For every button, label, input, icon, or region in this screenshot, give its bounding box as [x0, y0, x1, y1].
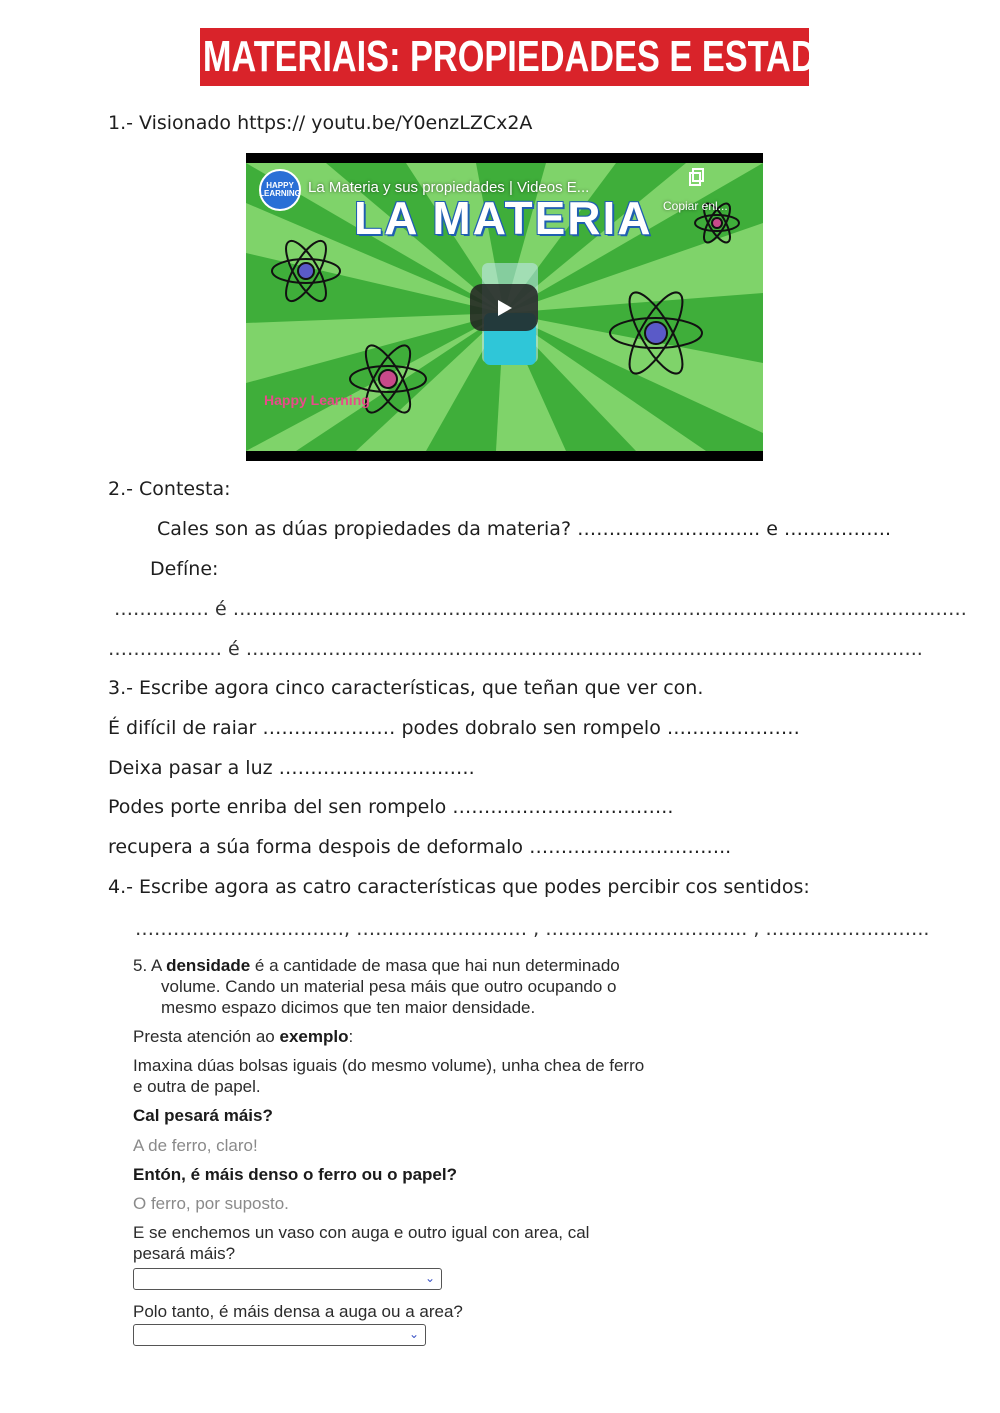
density-intro-line-3: mesmo espazo dicimos que ten maior densidade. — [161, 998, 536, 1017]
senses-blanks: ……………………………, ……………………… , ………………………….. , …………………….. — [135, 918, 930, 940]
answer-dense: O ferro, por suposto. — [133, 1194, 289, 1213]
question-3-line-1: É difícil de raiar ………………… podes dobralo sen rompelo ………………… — [108, 717, 800, 739]
video-big-title: LA MATERIA — [354, 192, 653, 244]
worksheet-title: OS MATERIAIS: PROPIEDADES E ESTADOS — [143, 32, 866, 81]
answer-dropdown-2[interactable] — [133, 1324, 426, 1346]
play-icon — [494, 298, 514, 318]
question-3-line-2: Deixa pasar a luz …………………………. — [108, 757, 475, 779]
brand-logo: Happy Learning — [264, 392, 370, 408]
density-intro-line-1: 5. A densidade é a cantidade de masa que hai nun determinado — [133, 956, 620, 975]
question-3-heading: 3.- Escribe agora cinco características, que teñan que ver con. — [108, 677, 704, 699]
example-term: exemplo — [279, 1027, 349, 1046]
question-3-line-3: Podes porte enriba del sen rompelo …………………………….. — [108, 796, 674, 818]
worksheet-title-banner — [143, 28, 866, 86]
question-2-heading: 2.- Contesta: — [108, 478, 231, 500]
question-4-heading: 4.- Escribe agora as catro características que podes percibir cos sentidos: — [108, 876, 810, 898]
chevron-down-icon: ⌄ — [408, 1327, 419, 1341]
question-dense: Entón, é máis denso o ferro ou o papel? — [133, 1165, 457, 1184]
attention-line: Presta atención ao exemplo: — [133, 1027, 354, 1046]
question-2-prompt: Cales son as dúas propiedades da materia? ……………………….. e …………….. — [157, 518, 892, 540]
chevron-down-icon: ⌄ — [424, 1271, 435, 1285]
define-label: Defíne: — [150, 558, 219, 580]
imagine-line-2: e outra de papel. — [133, 1077, 261, 1096]
answer-weight: A de ferro, claro! — [133, 1136, 258, 1155]
video-embed[interactable] — [246, 153, 763, 461]
copy-link-label[interactable]: Copiar enl... — [663, 199, 728, 213]
answer-dropdown-1[interactable] — [133, 1268, 442, 1290]
definition-blank-1: …………… é …………………………………………………………….………………………………………. — [114, 598, 967, 620]
question-weight: Cal pesará máis? — [133, 1106, 273, 1125]
density-intro-line-2: volume. Cando un material pesa máis que outro ocupando o — [161, 977, 617, 996]
definition-blank-2: ……………… é …………………………………………………………………………………………….. — [108, 638, 923, 660]
copy-icon[interactable] — [689, 168, 705, 186]
channel-logo[interactable]: HAPPY LEARNING — [259, 169, 301, 211]
question-3-line-4: recupera a súa forma despois de deformalo ………………………….. — [108, 836, 732, 858]
play-button[interactable] — [470, 284, 538, 331]
video-title[interactable]: La Materia y sus propiedades | Videos E... — [308, 179, 590, 196]
imagine-line-1: Imaxina dúas bolsas iguais (do mesmo volume), unha chea de ferro — [133, 1056, 645, 1075]
question-sand-line-2: pesará máis? — [133, 1244, 236, 1263]
question-sand-line-1: E se enchemos un vaso con auga e outro igual con area, cal — [133, 1223, 590, 1242]
question-final: Polo tanto, é máis densa a auga ou a area? — [133, 1302, 463, 1321]
density-term: densidade — [166, 956, 251, 975]
question-1: 1.- Visionado https:// youtu.be/Y0enzLZCx2A — [108, 112, 533, 134]
